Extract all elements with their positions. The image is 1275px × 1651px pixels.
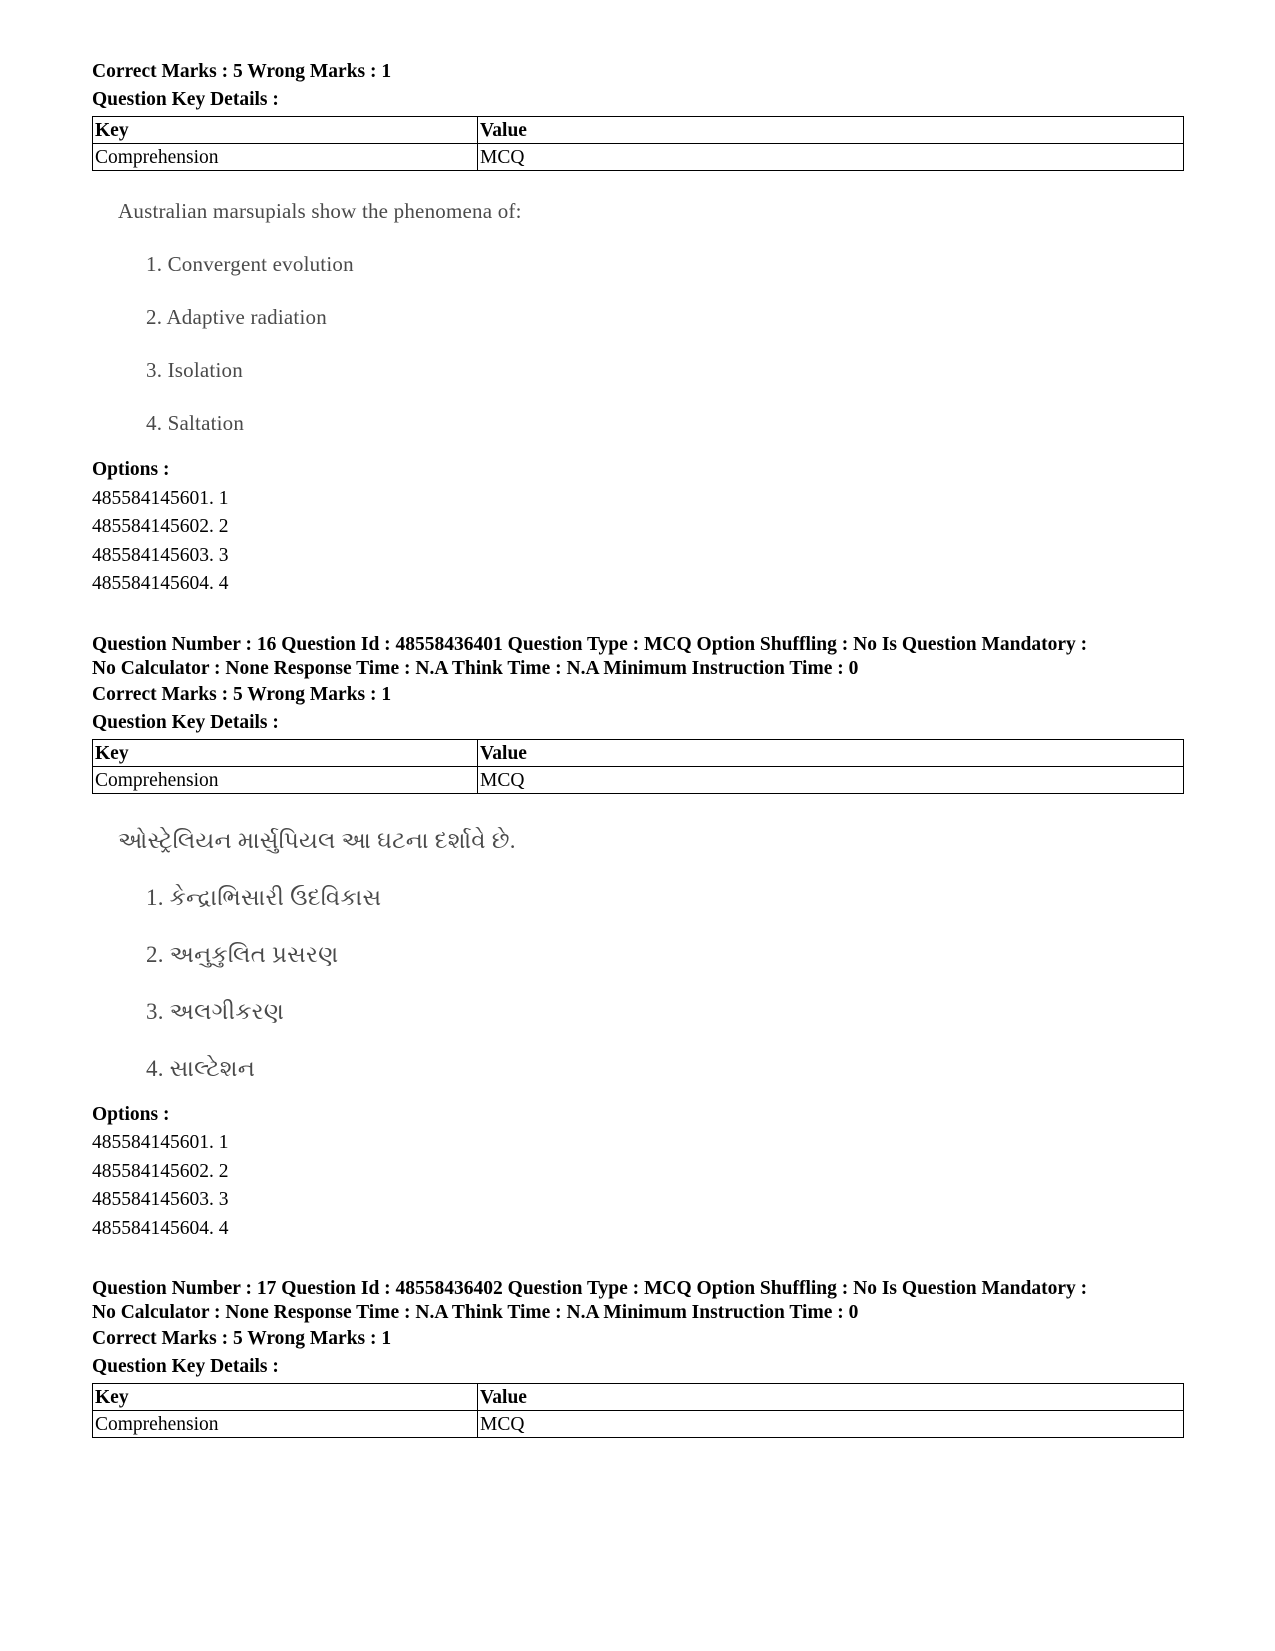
table-header-row	[93, 1384, 1184, 1411]
question-meta-line-1: Question Number : 17 Question Id : 48558436402 Question Type : MCQ Option Shuffling : No Is Question Mandatory :	[92, 1278, 1088, 1299]
table-row	[93, 1411, 1184, 1438]
question-option: 2. અનુકુલિત પ્રસરણ	[146, 941, 339, 967]
table-header-row	[93, 117, 1184, 144]
question-meta-line-1: Question Number : 16 Question Id : 48558436401 Question Type : MCQ Option Shuffling : No Is Question Mandatory :	[92, 633, 1088, 655]
option-item: 485584145601. 1	[92, 1132, 229, 1153]
option-item: 485584145604. 4	[92, 1217, 229, 1239]
question-option: 4. Saltation	[146, 411, 245, 435]
option-item: 485584145604. 4	[92, 573, 229, 594]
question-block-17	[92, 1277, 1184, 1438]
table-row	[93, 766, 1184, 793]
question-image	[92, 185, 1184, 450]
value-cell: MCQ	[478, 144, 1184, 171]
question-option: 4. સાલ્ટેશન	[146, 1055, 256, 1081]
value-header-cell: Value	[478, 117, 1184, 144]
value-header-cell: Value	[478, 739, 1184, 766]
options-list	[92, 1101, 1184, 1244]
option-item: 485584145602. 2	[92, 516, 229, 537]
key-header-cell: Key	[93, 739, 478, 766]
options-list	[92, 456, 1184, 599]
key-header-cell: Key	[93, 1384, 478, 1411]
value-cell: MCQ	[478, 1411, 1184, 1438]
option-item: 485584145601. 1	[92, 487, 229, 509]
key-details-label: Question Key Details :	[92, 711, 279, 733]
question-option: 3. Isolation	[146, 358, 243, 382]
question-meta-line-2: No Calculator : None Response Time : N.A Think Time : N.A Minimum Instruction Time : 0	[92, 1302, 859, 1323]
key-details-label: Question Key Details :	[92, 89, 279, 110]
option-item: 485584145603. 3	[92, 1189, 229, 1210]
key-details-table	[92, 739, 1184, 794]
question-option: 2. Adaptive radiation	[146, 305, 327, 329]
question-meta-line-2: No Calculator : None Response Time : N.A Think Time : N.A Minimum Instruction Time : 0	[92, 657, 859, 679]
table-row	[93, 144, 1184, 171]
key-details-table	[92, 1383, 1184, 1438]
key-cell: Comprehension	[93, 144, 478, 171]
value-header-cell: Value	[478, 1384, 1184, 1411]
question-option: 1. Convergent evolution	[146, 252, 354, 276]
key-header-cell: Key	[93, 117, 478, 144]
marks-line: Correct Marks : 5 Wrong Marks : 1	[92, 683, 392, 705]
key-details-table	[92, 116, 1184, 171]
question-block-15	[92, 58, 1184, 599]
question-block-16	[92, 633, 1184, 1244]
question-stem: Australian marsupials show the phenomena of:	[118, 199, 522, 223]
option-item: 485584145602. 2	[92, 1160, 229, 1182]
option-item: 485584145603. 3	[92, 544, 229, 566]
marks-line: Correct Marks : 5 Wrong Marks : 1	[92, 61, 392, 82]
question-option: 1. કેન્દ્રાભિસારી ઉદવિકાસ	[146, 884, 382, 910]
question-stem: ઓસ્ટ્રેલિયન માર્સુપિયલ આ ઘટના દર્શાવે છે.	[118, 827, 516, 853]
question-paper-page	[92, 58, 1184, 1438]
value-cell: MCQ	[478, 766, 1184, 793]
options-label: Options :	[92, 459, 170, 480]
question-option: 3. અલગીકરણ	[146, 998, 285, 1024]
marks-line: Correct Marks : 5 Wrong Marks : 1	[92, 1328, 392, 1349]
key-cell: Comprehension	[93, 766, 478, 793]
key-cell: Comprehension	[93, 1411, 478, 1438]
options-label: Options :	[92, 1103, 170, 1125]
key-details-label: Question Key Details :	[92, 1356, 279, 1377]
table-header-row	[93, 739, 1184, 766]
question-image	[92, 812, 1184, 1097]
